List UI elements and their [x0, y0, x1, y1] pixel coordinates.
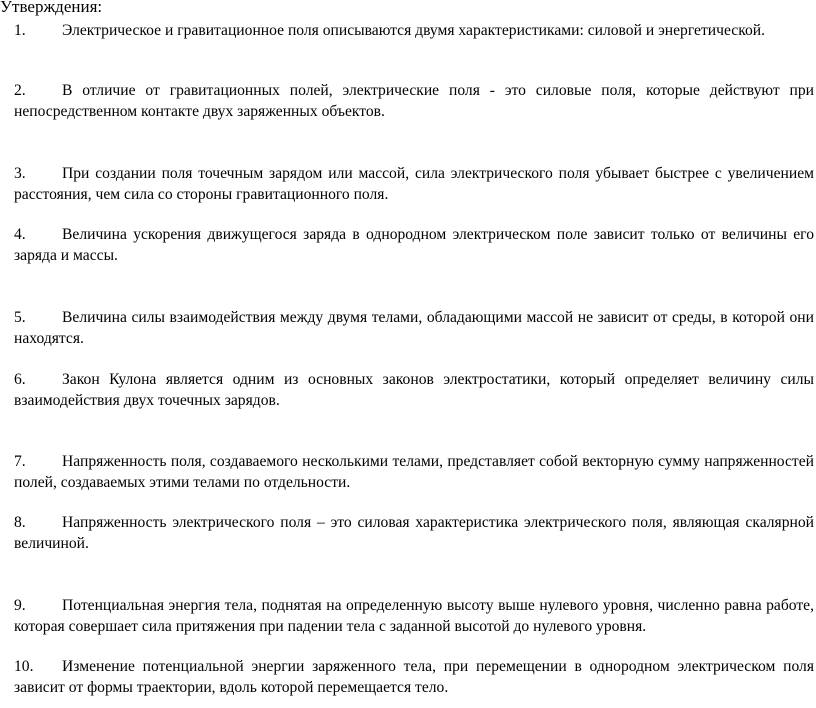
statement-text: Изменение потенциальной энергии заряженного тела, при перемещении в однородном электрическом поля зависит от формы траектории, вдоль которой перемещается тело.: [14, 658, 814, 696]
statement-4: [14, 224, 814, 266]
statement-number: 10.: [14, 658, 34, 675]
statement-8: [14, 512, 814, 554]
statement-number: 9.: [14, 597, 26, 614]
statement-number: 6.: [14, 371, 26, 388]
statement-3: [14, 163, 814, 205]
statement-number: 1.: [14, 22, 26, 39]
statement-text: При создании поля точечным зарядом или массой, сила электрического поля убывает быстрее с увеличением расстояния, чем сила со стороны гравитационного поля.: [14, 165, 814, 203]
page-title: Утверждения:: [0, 0, 103, 16]
statement-5: [14, 307, 814, 349]
statement-10: [14, 656, 814, 698]
statement-number: 5.: [14, 309, 26, 326]
statement-number: 2.: [14, 82, 26, 99]
statement-text: Закон Кулона является одним из основных законов электростатики, который определяет величину силы взаимодействия двух точечных зарядов.: [14, 371, 814, 409]
statement-7: [14, 451, 814, 493]
statement-text: В отличие от гравитационных полей, электрические поля - это силовые поля, которые действуют при непосредственном контакте двух заряженных объектов.: [14, 82, 814, 120]
statement-number: 8.: [14, 514, 26, 531]
statement-text: Напряженность поля, создаваемого несколькими телами, представляет собой векторную сумму напряженностей полей, создаваемых этими телами по отдельности.: [14, 453, 814, 491]
statement-6: [14, 369, 814, 411]
statement-2: [14, 80, 814, 122]
statement-number: 3.: [14, 165, 26, 182]
statement-1: [14, 20, 814, 41]
statement-text: Величина силы взаимодействия между двумя телами, обладающими массой не зависит от среды, в которой они находятся.: [14, 309, 814, 347]
statement-text: Напряженность электрического поля – это силовая характеристика электрического поля, являющая скалярной величиной.: [14, 514, 814, 552]
statement-number: 7.: [14, 453, 26, 470]
statement-text: Электрическое и гравитационное поля описываются двумя характеристиками: силовой и энергетической.: [62, 22, 766, 39]
statement-number: 4.: [14, 226, 26, 243]
statement-text: Величина ускорения движущегося заряда в однородном электрическом поле зависит только от величины его заряда и массы.: [14, 226, 814, 264]
statement-text: Потенциальная энергия тела, поднятая на определенную высоту выше нулевого уровня, численно равна работе, которая совершает сила притяжения при падении тела с заданной высотой до нулевого уровня.: [14, 597, 814, 635]
statement-9: [14, 595, 814, 637]
